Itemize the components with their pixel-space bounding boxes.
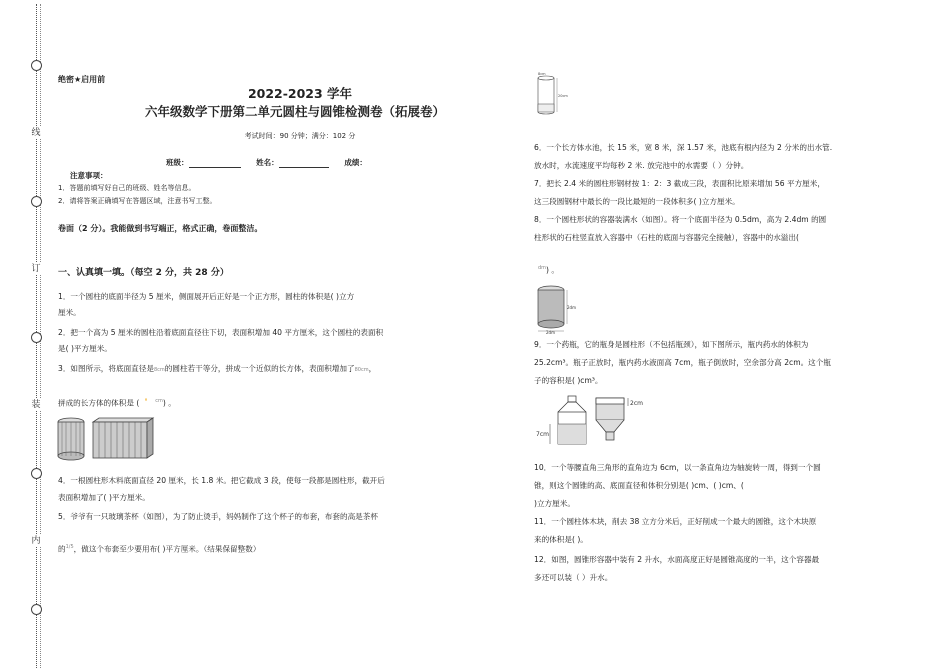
q3-text-c: ，	[368, 364, 377, 373]
section-1-heading: 一、认真填一填。（每空 2 分，共 28 分）	[58, 268, 229, 278]
q5-cup-figure	[534, 72, 574, 118]
notes-heading: 注意事项：	[70, 171, 108, 180]
exam-title-year: 2022-2023 学年	[247, 86, 353, 101]
secret-label: 绝密★启用前	[58, 75, 106, 84]
q5-text-a: 的	[58, 544, 66, 554]
binding-char-nei: 内	[31, 536, 41, 546]
q3-text-d: 拼成的长方体的体积是 (	[58, 398, 140, 408]
q3-text-b: 的圆柱若干等分，拼成一个近似的长方体，表面积增加了	[164, 364, 355, 373]
question-9-line3: 子的容积是( )cm³。	[534, 376, 603, 385]
q8-unit: dm	[538, 265, 547, 271]
question-5-line2	[58, 542, 260, 555]
q8-text-c: ) 。	[546, 265, 560, 275]
student-info-row	[166, 157, 367, 168]
question-11-line2: 来的体积是( )。	[534, 535, 588, 544]
binding-char-ding: 订	[31, 264, 41, 274]
question-2-line1: 2．把一个高为 5 厘米的圆柱沿着底面直径往下切，表面积增加 40 平方厘米，这个圆柱的表面积	[58, 328, 384, 337]
name-label: 姓名：	[256, 158, 279, 167]
question-4-line1: 4．一根圆柱形木料底面直径 20 厘米，长 1.8 米。把它截成 3 段，使每一段都是圆柱形，截开后	[58, 476, 385, 485]
q3-text-e: ) 。	[162, 398, 176, 408]
question-10-line3: )立方厘米。	[534, 499, 575, 508]
question-6-line2: 放水时，水流速度平均每秒 2 米. 放完池中的水需要（ ）分钟。	[534, 161, 749, 170]
q3-inline-80cm: 80cm	[354, 367, 369, 373]
q9-bottle-inverted	[596, 398, 643, 440]
binding-char-zhuang: 装	[31, 400, 41, 410]
q5-fraction: 1/5	[65, 544, 74, 550]
question-9-line2: 25.2cm³。瓶子正放时，瓶内药水液面高 7cm，瓶子倒放时，空余部分高 2cm。这个瓶	[534, 358, 831, 367]
q3-cylinder	[58, 418, 84, 460]
question-2-line2: 是( )平方厘米。	[58, 344, 112, 353]
class-label: 班级：	[166, 158, 189, 167]
exam-title: 六年级数学下册第二单元圆柱与圆锥检测卷（拓展卷）	[144, 104, 445, 119]
note-item: 1．答题前填写好自己的班级、姓名等信息。	[58, 184, 196, 192]
q8-height-label: 2dm	[567, 305, 576, 310]
question-8-line2: 柱形状的石柱竖直放入容器中（石柱的底面与容器完全接触），容器中的水溢出(	[534, 233, 799, 242]
name-field[interactable]	[279, 159, 329, 168]
binding-circle	[31, 60, 42, 71]
q3-inline-8cm: 8cm	[153, 367, 165, 373]
q9-bottle-upright	[536, 396, 586, 444]
cup-side-label: 20cm	[558, 94, 568, 98]
q8-cylinder-figure	[534, 282, 574, 334]
binding-circle	[31, 196, 42, 207]
score-label: 成绩：	[344, 158, 367, 167]
q3-mark: ˚	[144, 398, 148, 408]
question-8-line3	[534, 263, 559, 276]
question-5-line1: 5．爷爷有一只玻璃茶杯（如图），为了防止烫手，妈妈制作了这个杯子的布套，布套的高是茶杯	[58, 512, 378, 521]
question-10-line2: 锥，则这个圆锥的高、底面直径和体积分别是( )cm、( )cm、(	[534, 481, 744, 490]
question-3-line2	[58, 396, 176, 409]
question-12-line2: 多还可以装（ ）升水。	[534, 573, 613, 582]
q9-bottle-figure	[536, 394, 646, 448]
question-8-line1: 8．一个圆柱形状的容器装满水（如图）。将一个底面半径为 0.5dm，高为 2.4dm 的圆	[534, 215, 827, 224]
exam-info: 考试时间：90 分钟；满分：102 分	[244, 132, 356, 140]
cup-top-label: 8cm	[538, 72, 546, 76]
question-3-line1	[58, 364, 376, 375]
q9-left-label: 7cm	[536, 431, 549, 438]
binding-circle	[31, 604, 42, 615]
question-12-line1: 12．如图，圆锥形容器中装有 2 升水，水面高度正好是圆锥高度的一半，这个容器最	[534, 555, 820, 564]
q3-cuboid	[93, 418, 153, 458]
q8-width-label: 2dm	[546, 330, 555, 335]
q5-text-b: ，做这个布套至少要用布( )平方厘米。（结果保留整数）	[73, 544, 261, 554]
question-9-line1: 9．一个药瓶，它的瓶身是圆柱形（不包括瓶颈），如下图所示，瓶内药水的体积为	[534, 340, 809, 349]
q3-figure	[57, 416, 157, 462]
question-11-line1: 11．一个圆柱体木块，削去 38 立方分米后，正好削成一个最大的圆锥，这个木块原	[534, 517, 817, 526]
question-1-line2: 厘米。	[58, 308, 81, 317]
question-7-line1: 7．把长 2.4 米的圆柱形钢材按 1：2：3 截成三段，表面积比原来增加 56 平方厘米，	[534, 179, 825, 188]
binding-circle	[31, 332, 42, 343]
binding-char-xian: 线	[31, 128, 41, 138]
note-item: 2．请将答案正确填写在答题区域，注意书写工整。	[58, 197, 217, 205]
question-4-line2: 表面积增加了( )平方厘米。	[58, 493, 150, 502]
question-1-line1: 1．一个圆柱的底面半径为 5 厘米，侧面展开后正好是一个正方形，圆柱的体积是( )立方	[58, 292, 355, 301]
class-field[interactable]	[189, 159, 241, 168]
binding-margin	[0, 0, 44, 672]
q3-text-a: 3．如图所示，将底面直径是	[58, 364, 154, 373]
q9-right-label: 2cm	[630, 400, 643, 407]
question-7-line2: 这三段圆钢材中最长的一段比最短的一段体积多( )立方厘米。	[534, 197, 740, 206]
q3-unit: cm	[155, 398, 163, 404]
question-10-line1: 10．一个等腰直角三角形的直角边为 6cm，以一条直角边为轴旋转一周，得到一个圆	[534, 463, 821, 472]
juanmian-line: 卷面（2 分）。我能做到书写端正，格式正确，卷面整洁。	[58, 224, 263, 233]
question-6-line1: 6．一个长方体水池，长 15 米，宽 8 米，深 1.57 米，池底有根内径为 2 分米的出水管.	[534, 143, 833, 152]
binding-circle	[31, 468, 42, 479]
